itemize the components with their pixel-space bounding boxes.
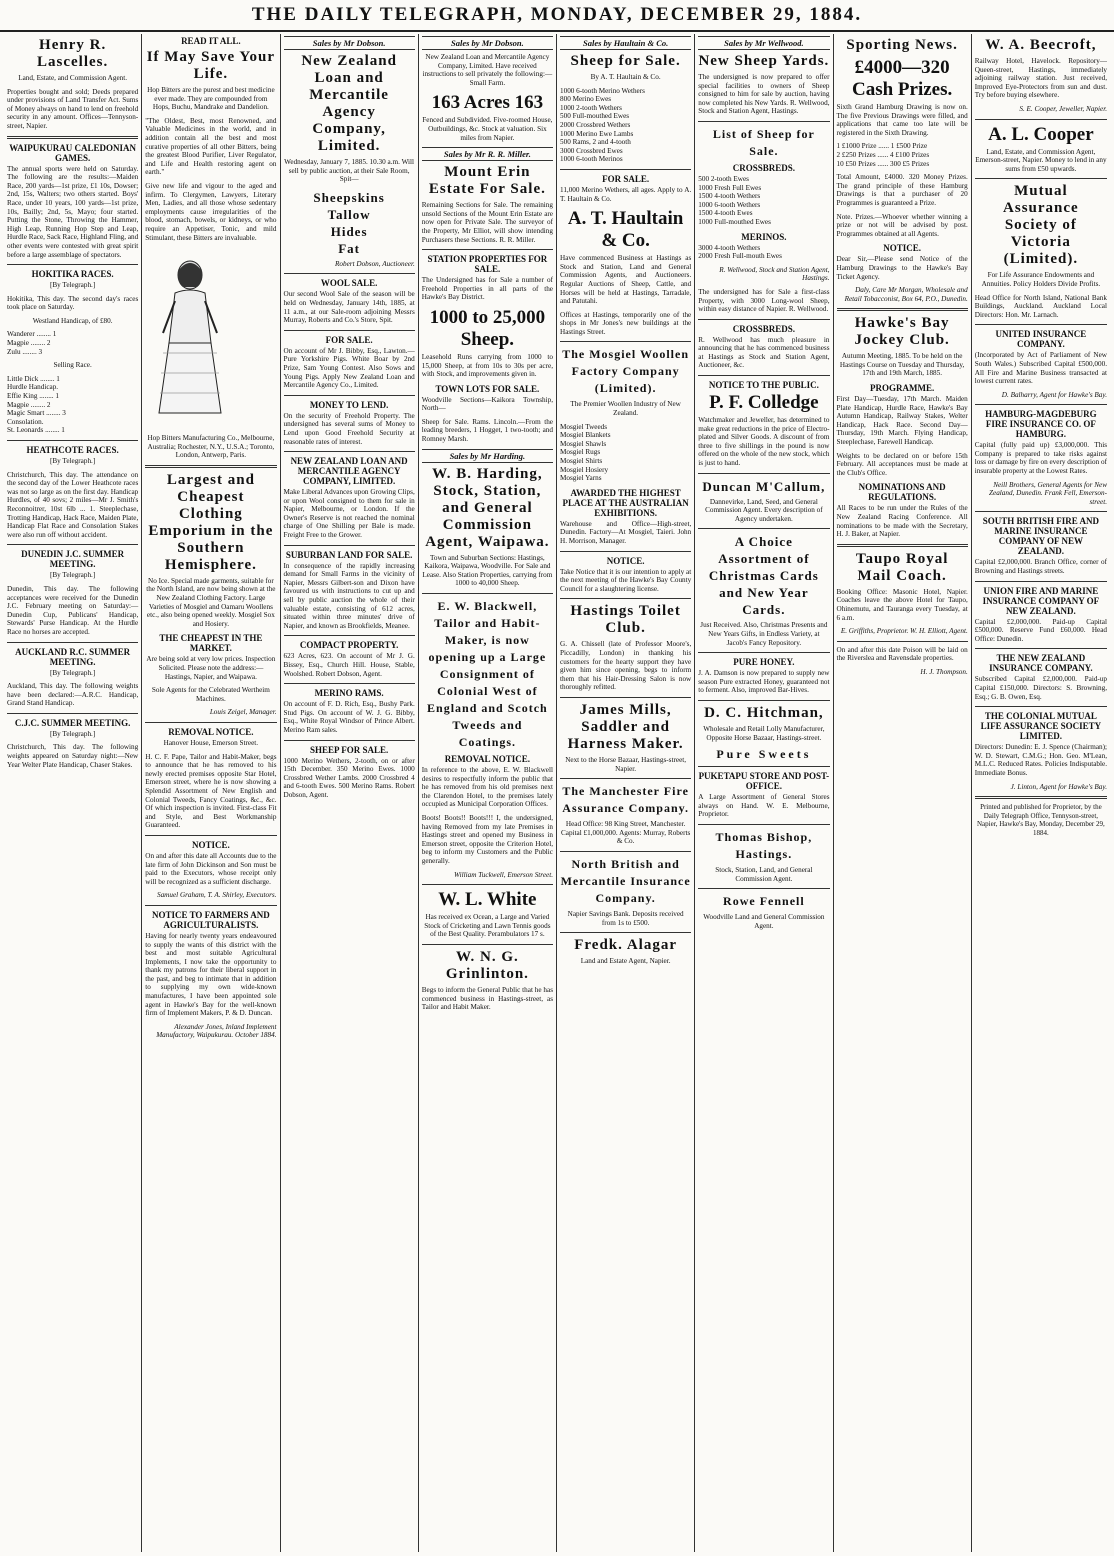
advert-headline: Duncan M'Callum, (702, 478, 826, 494)
advert-headline: W. N. G. Grinlinton. (445, 948, 529, 982)
advert-headline: W. B. Harding, Stock, Station, and General Commission Agent, Waipawa. (425, 465, 550, 550)
advert-body: Are being sold at very low prices. Inspection Solicited. Please note the address:—Hastings, Napier, and Waipawa. (146, 655, 276, 681)
advert-heading: THE COLONIAL MUTUAL LIFE ASSURANCE SOCIETY LIMITED. (980, 711, 1102, 742)
advert-headline: D. C. Hitchman, (704, 704, 824, 721)
advert-heading: CROSSBREDS. (732, 323, 796, 334)
stock-list: 3000 4-tooth Wethers 2000 Fresh Full-mouth Ewes (698, 243, 782, 261)
advert-body: Directors: Dunedin: E. J. Spence (Chairman); W. D. Stewart, C.M.G.; Hon. Geo. M'Lean, M.L.C. Reduced Rates. Policies Indisputable. Immediate Bonus. (974, 743, 1107, 777)
advert-heading: PUKETAPU STORE AND POST-OFFICE. (698, 771, 830, 792)
list-heading: MERINOS. (741, 231, 787, 242)
advert-headline: 163 Acres 163 (431, 92, 544, 114)
advert-body: Capital £2,000,000. Paid-up Capital £500,000. Reserve Fund £60,000. Head Office: Dunedin. (974, 617, 1107, 643)
masthead (0, 0, 1114, 32)
section-header: Sales by Mr Dobson. (284, 36, 415, 50)
advert-body: For Life Assurance Endowments and Annuities. Policy Holders Divide Profits. (981, 271, 1101, 288)
advert-body: Wednesday, January 7, 1885. 10.30 a.m. Will sell by public auction, at their Sale Room, Spit— (284, 158, 415, 184)
advert-body: Dannevirke, Land, Seed, and General Commission Agent. Every description of Agency undertaken. (705, 497, 823, 523)
advert-headline: 1000 to 25,000 Sheep. (429, 306, 546, 350)
advert-subheading: Land, Estate, and Commission Agent. (18, 74, 128, 82)
advert-body: Railway Hotel, Havelock. Repository—Queen-street, Hastings, immediately adjoining railway station. Just received, Improved Eye-Protectors from sun and dust. Try before buying elsewhere. (974, 57, 1107, 100)
advert-body: Make Liberal Advances upon Growing Clips, or upon Wool consigned to them for sale in Napier, Melbourne, or London. If the Owner's Reserve is not reached the nominal charge of One Shilling per Bale is made. Freight Free to the Grower. (283, 488, 415, 540)
signature: Louis Zeigel, Manager. (209, 708, 277, 717)
advert-heading: PURE HONEY. (733, 657, 795, 668)
advert-heading: NOTICE. (606, 555, 645, 566)
advert-body: On and after this date Poison will be laid on the Riverslea and Ravensdale properties. (836, 645, 968, 663)
advert-body: Total Amount, £4000. 320 Money Prizes. The grand principle of these Hamburg Drawings is that a purchaser of 20 Programmes is guaranteed a Prize. (836, 173, 968, 207)
advert-headline: New Sheep Yards. (698, 53, 830, 69)
column-8 (972, 34, 1110, 1552)
advert-body: A Large Assortment of General Stores always on Hand. W. E. Melbourne, Proprietor. (698, 793, 830, 819)
advert-body: The Undersigned has for Sale a number of Freehold Properties in all parts of the Hawke's Bay District. (421, 276, 553, 302)
advert-headline: Largest and Cheapest Clothing Emporium in the Southern Hemisphere. (148, 471, 274, 573)
advert-heading: MERINO RAMS. (314, 688, 384, 699)
advert-body: Our second Wool Sale of the season will be held on Wednesday, January 14th, 1885, at 11 a.m., at our Sale-room adjoining Messrs Murray, Roberts and Co.'s Store, Spit. (283, 290, 415, 325)
list-heading: CROSSBREDS. (732, 162, 796, 173)
article-body: Hokitika, This day. The second day's races took place on Saturday. (7, 294, 139, 312)
advert-body: On account of F. D. Rich, Esq., Bushy Park. Stud Pigs. On account of W. J. G. Bibby, Esq., White Royal Windsor of Prince Albert. Merino Ram sales. (283, 700, 415, 734)
advert-headline: The Manchester Fire Assurance Company. (562, 784, 689, 816)
column-3 (281, 34, 419, 1552)
woman-illustration-icon (145, 253, 235, 423)
advert-headline: North British and Mercantile Insurance Company. (560, 856, 691, 905)
advert-headline: Mutual Assurance Society of Victoria (Limited). (1003, 183, 1079, 268)
advert-headline: Hastings Toilet Club. (570, 603, 681, 637)
advert-body: Sole Agents for the Celebrated Wertheim Machines. (151, 686, 270, 703)
advert-heading: WOOL SALE. (320, 278, 378, 289)
signature: Samuel Graham, T. A. Shirley, Executors. (156, 891, 277, 900)
advert-body: Woodville Land and General Commission Agent. (703, 913, 825, 930)
page-title: THE DAILY TELEGRAPH, MONDAY, DECEMBER 29, 1884. (251, 4, 863, 25)
advert-body: Offices at Hastings, temporarily one of the shops in Mr Jones's new buildings at the Hastings Street. (560, 310, 692, 336)
columns (4, 34, 1110, 1552)
advert-body: 1000 Merino Wethers, 2-tooth, on or after 15th December. 350 Merino Ewes. 1000 Crossbred Wether Lambs. 2000 Crossbred 4 and 6-tooth Ewes. 500 Merino Rams. Robert Dobson, Agent. (283, 756, 415, 799)
advert-headline: A Choice Assortment of Christmas Cards and New Year Cards. (708, 534, 819, 618)
article-dateline: [By Telegraph.] (49, 668, 96, 677)
article-dateline: [By Telegraph.] (49, 571, 96, 580)
article-body: Auckland, This day. The following weights have been declared:—A.R.C. Handicap, Grand Stand Handicap. (7, 682, 139, 708)
signature: Robert Dobson, Auctioneer. (335, 259, 415, 268)
advert-body: R. Wellwood has much pleasure in announcing that he has commenced business at Hastings as Stock and Station Agent, Auctioneer, &c. (698, 335, 830, 370)
advert-body: Capital (fully paid up) £3,000,000. This Company is prepared to take risks against loss or damage by fire on every description of insurable property at the Lowest Rates. (974, 441, 1107, 476)
advert-body: Land, Estate, and Commission Agent, Emerson-street, Napier. Money to lend in any sums from £50 upwards. (975, 147, 1107, 173)
imprint-footer: Printed and published for Proprietor, by the Daily Telegraph Office, Tennyson-street, Napier, Hawke's Bay, Monday, December 29, 1884. (976, 803, 1105, 837)
advert-heading: SHEEP FOR SALE. (309, 744, 389, 755)
advert-body: 11,000 Merino Wethers, all ages. Apply to A. T. Haultain & Co. (560, 185, 692, 203)
advert-decorative-text: Pure Sweets (716, 747, 812, 762)
advert-heading: READ IT ALL. (181, 36, 241, 46)
advert-body: (Incorporated by Act of Parliament of New South Wales.) Subscribed Capital £500,000. All Fire and Marine Business transacted at lowest current rates. (974, 351, 1107, 386)
advert-heading: SOUTH BRITISH FIRE AND MARINE INSURANCE COMPANY OF NEW ZEALAND. (982, 516, 1100, 557)
advert-headline: A. T. Haultain & Co. (567, 208, 684, 252)
advert-body: Stock, Station, Land, and General Commission Agent. (715, 865, 813, 883)
advert-headline: List of Sheep for Sale. (712, 126, 815, 158)
advert-body: In consequence of the rapidly increasing demand for Small Farms in the vicinity of Napier, Messrs Gilbert-son and Dixon have favoured us with instructions to cut up and sell by public auction the whole of their valuable estate, consisting of 612 acres, situated within three minutes' drive of Napier, and known as Brookfields, Meanee. (283, 561, 415, 630)
advert-heading: THE CHEAPEST IN THE MARKET. (159, 633, 263, 654)
advert-body: Take Notice that it is our intention to apply at the next meeting of the Hawke's Bay County Council for a slaughtering license. (560, 567, 692, 593)
section-header: Sales by Mr Wellwood. (698, 36, 829, 50)
article-body: Christchurch, This day. The following weights appeared on Saturday night:—New Year Welter Plate Handicap, Chaser Stakes. (7, 743, 139, 769)
advert-body: "The Oldest, Best, most Renowned, and Valuable Medicines in the world, and in addition contain all the best and most curative properties of all other Bitters, being the greatest Blood Purifier, Liver Regulator, and Life and Health restoring agent on earth." (145, 116, 277, 177)
article-title: C.J.C. SUMMER MEETING. (14, 717, 131, 728)
advert-headline: Rowe Fennell (723, 894, 805, 909)
advert-heading: NOTICE. (883, 243, 921, 254)
section-header: Sales by Haultain & Co. (560, 36, 691, 50)
advert-headline: James Mills, Saddler and Harness Maker. (567, 701, 684, 752)
advert-body: On and after this date all Accounts due to the late firm of John Dickinson and Son must be paid to the Executors, whose receipt only will be recognized as a sufficient discharge. (145, 851, 277, 886)
advert-body: Warehouse and Office—High-street, Dunedin. Factory—At Mosgiel, Taieri. John H. Morrison, Manager. (560, 519, 692, 545)
advert-body: In reference to the above, E. W. Blackwell desires to respectfully inform the public that he has removed from his old premises next the Clarendon Hotel, to the premises lately occupied as Municipal Corporation Offices. (421, 766, 553, 809)
advert-body: On account of Mr J. Bibby, Esq., Lawton.—Pure Yorkshire Pigs. White Boar by 2nd Prize, Sam Young Contest. Also Sows and Young Pigs. Apply New Zealand Loan and Mercantile Agency Co., Limited. (283, 346, 415, 390)
signature: S. E. Cooper, Jeweller, Napier. (1019, 104, 1107, 113)
advert-heading: FOR SALE. (602, 173, 650, 184)
advert-headline: Thomas Bishop, Hastings. (715, 829, 813, 861)
advert-body: Just Received. Also, Christmas Presents and New Years Gifts, in Endless Variety, at Jacob's Fancy Repository. (700, 621, 828, 647)
advert-heading: NOTICE. (191, 839, 230, 850)
signature: R. Wellwood, Stock and Station Agent, Hastings. (719, 265, 830, 283)
advert-body: Remaining Sections for Sale. The remaining unsold Sections of the Mount Erin Estate are now open for Private Sale. The surveyor of the Property, Mr Elliot, will show intending Purchasers these Sections. R. R. Miller. (421, 201, 553, 244)
advert-heading: FOR SALE. (325, 334, 373, 345)
advert-body: Hop Bitters Manufacturing Co., Melbourne, Australia; Rochester, N.Y., U.S.A.; Toronto, London, Antwerp, Paris. (147, 434, 275, 460)
advert-body: Autumn Meeting, 1885. To be held on the Hastings Course on Tuesday and Thursday, 17th and 19th March, 1885. (839, 352, 965, 378)
advert-body: Head Office for North Island, National Bank Buildings, Auckland. Auckland Local Directors: Hon. Mr. Larnach. (974, 293, 1107, 319)
advert-body: Sixth Grand Hamburg Drawing is now on. The five Previous Drawings were filled, and applications that came too late will be registered in the Sixth Drawing. (836, 103, 968, 137)
signature: Daly, Care Mr Morgan, Wholesale and Retail Tobacconist, Box 64, P.O., Dunedin. (844, 286, 968, 303)
advert-body: Woodville Sections—Kaikora Township, North— (421, 395, 553, 413)
advert-body: By A. T. Haultain & Co. (590, 73, 661, 81)
advert-heading: REMOVAL NOTICE. (168, 727, 254, 737)
advert-body: Booking Office: Masonic Hotel, Napier. Coaches leave the above Hotel for Taupo, Ohinemutu, and Tauranga every Tuesday, at 6 a.m. (836, 587, 968, 622)
advert-body: 623 Acres, 623. On account of Mr J. G. Bissey, Esq., Church Hill. House, Stable, Woolshed. Robert Dobson, Agent. (283, 652, 415, 678)
product-list: Sheepskins Tallow Hides Fat (313, 189, 385, 256)
advert-headline: If May Save Your Life. (146, 49, 276, 82)
column-7 (834, 34, 972, 1552)
column-6 (695, 34, 833, 1552)
advert-heading: UNION FIRE AND MARINE INSURANCE COMPANY OF NEW ZEALAND. (982, 585, 1100, 616)
signature: D. Balharry, Agent for Hawke's Bay. (1001, 390, 1107, 399)
advert-body: Leasehold Runs carrying from 1000 to 15,000 Sheep, at from 10s to 30s per acre, with Stock, and improvements given in. (421, 352, 553, 379)
advert-body: Head Office: 98 King Street, Manchester. Capital £1,000,000. Agents: Murray, Roberts & Co. (560, 820, 691, 846)
advert-body: Fenced and Subdivided. Five-roomed House, Outbuildings, &c. Stock at valuation. Six miles from Napier. (422, 116, 553, 142)
article-dateline: [By Telegraph.] (49, 281, 96, 290)
advert-headline: Sheep for Sale. (570, 53, 681, 69)
advert-heading: TOWN LOTS FOR SALE. (435, 383, 540, 394)
advert-headline: Taupo Royal Mail Coach. (855, 550, 949, 584)
advert-body: Dear Sir,—Please send Notice of the Hamburg Drawings to the Hawke's Bay Ticket Agency. (836, 255, 968, 281)
advert-heading: HAMBURG-MAGDEBURG FIRE INSURANCE CO. OF HAMBURG. (985, 409, 1097, 440)
advert-headline: £4000—320 Cash Prizes. (851, 57, 953, 100)
advert-body: The undersigned is now prepared to offer special facilities to owners of Sheep consigned to him for sale by auction, having now completed his New Yards. R. Wellwood, Stock and Station Agent, Hastings. (698, 73, 830, 116)
article-title: AUCKLAND R.C. SUMMER MEETING. (15, 646, 131, 667)
advert-heading: SUBURBAN LAND FOR SALE. (285, 549, 413, 560)
signature: J. Linton, Agent for Hawke's Bay. (1010, 782, 1107, 791)
advert-body: Begs to inform the General Public that he has commenced business in Hastings-street, as Tailor and Habit Maker. (421, 985, 553, 1012)
advert-body: Give new life and vigour to the aged and infirm. To Clergymen, Lawyers, Literary Men, Ladies, and all those whose sedentary employments cause irregularities of the blood, stomach, bowels, or kidneys, or who require an Appetiser, Tonic, and mild Stimulant, these Bitters are invaluable. (145, 181, 277, 242)
article-dateline: [By Telegraph.] (49, 457, 96, 465)
advert-body: First Day—Tuesday, 17th March. Maiden Plate Handicap, Hurdle Race, Hawke's Bay Autumn Handicap, Railway Stakes, Welter Handicap, Hack Race. Second Day—Thursday, 19th March. Flying Handicap, Steeplechase, Farewell Handicap. (836, 395, 968, 447)
advert-headline: A. L. Cooper (988, 123, 1094, 145)
advert-body: Subscribed Capital £2,000,000. Paid-up Capital £150,000. Directors: S. Browning, Esq.; G. B. Owen, Esq. (974, 675, 1107, 701)
advert-heading: NOTICE TO FARMERS AND AGRICULTURALISTS. (151, 909, 270, 930)
race-results: Little Dick ........ 1 Hurdle Handicap. Effie King ........ 1 Magpie ........ 2 Magic Smart ........ 3 Consolation. St. Leonards ........ 1 (7, 374, 66, 435)
advert-heading: Henry R. Lascelles. (37, 37, 109, 70)
column-2 (142, 34, 280, 1552)
advert-body: Note. Prizes.—Whoever whether winning a prize or not will be advised by post. Programmes obtained at all Agents. (836, 212, 968, 238)
column-5 (557, 34, 695, 1552)
advert-heading: AWARDED THE HIGHEST PLACE AT THE AUSTRALIAN EXHIBITIONS. (562, 487, 689, 518)
advert-body: Next to the Horse Bazaar, Hastings-street, Napier. (565, 755, 687, 773)
advert-heading: NEW ZEALAND LOAN AND MERCANTILE AGENCY COMPANY, LIMITED. (290, 456, 408, 487)
advert-body: Capital £2,000,000. Branch Office, corner of Browning and Hastings streets. (974, 558, 1107, 576)
advert-heading: NOTICE TO THE PUBLIC. (708, 380, 819, 391)
advert-body: No Ice. Special made garments, suitable for the North Island, are now being shown at the New Zealand Clothing Factory. Large Varieties of Mosgiel and Oamaru Woollens etc., also being opened weekly. Mosgiel Sox and Hosiery. (146, 576, 276, 628)
advert-heading: NOMINATIONS AND REGULATIONS. (858, 482, 946, 503)
stock-list: 1000 6-tooth Merino Wethers 800 Merino Ewes 1000 2-tooth Wethers 500 Full-mouthed Ewes 2000 Crossbred Wethers 1000 Merino Ewe Lambs 500 Rams, 2 and 4-tooth 3000 Crossbred Ewes 1000 6-tooth Merinos (560, 86, 645, 164)
section-header: Sales by Mr Harding. (422, 449, 553, 463)
race-results: Wanderer ........ 1 Magpie ........ 2 Zulu ........ 3 (7, 330, 57, 356)
advert-body: J. A. Damson is now prepared to supply new season Pure extracted Honey, guaranteed not to ferment. Also, improved Bar-Hives. (698, 669, 830, 695)
advert-headline: Fredk. Alagar (574, 937, 677, 954)
advert-heading: STATION PROPERTIES FOR SALE. (427, 254, 548, 275)
column-1 (4, 34, 142, 1552)
advert-headline: Sporting News. (846, 37, 958, 53)
advert-body: New Zealand Loan and Mercantile Agency Company, Limited. Have received instructions to sell privately the following:—Small Farm. (422, 53, 553, 87)
advert-body: Has received ex Ocean, a Large and Varied Stock of Cricketing and Lawn Tennis goods of the Best Quality. Perambulators 17 s. (424, 913, 551, 939)
advert-body: Boots! Boots!! Boots!!! I, the undersigned, having Removed from my late Premises in Hastings street and opened my Business in Emerson street, opposite the Criterion Hotel, beg to inform my Customers and the Public generally. (421, 814, 553, 865)
advert-headline: Mount Erin Estate For Sale. (428, 164, 546, 198)
article-title: HOKITIKA RACES. (31, 269, 114, 280)
race-name: Selling Race. (53, 361, 92, 370)
article-body: Christchurch, This day. The attendance on the second day of the Lower Heathcote races was not so large as on the first day. Handicap Hurdles, of 40 sovs; 2 miles—Mr J. Smith's Reconnoitrer, 10st 6lb ... 1. Steeplechase, Trotting Handicap, Hack Race, Maiden Plate, Handicap Flat Race and Consolation Stakes were also run off without accident. (7, 470, 139, 539)
advert-body: All Races to be run under the Rules of the New Zealand Racing Conference. All nominations to be made with the Secretary, H. J. Baker, at Napier. (836, 504, 968, 539)
advert-headline: Hawke's Bay Jockey Club. (854, 315, 950, 349)
signature: Neill Brothers, General Agents for New Zealand, Dunedin. Frank Fell, Emerson-street. (989, 480, 1107, 506)
advert-subheading: Hanover House, Emerson Street. (163, 739, 259, 747)
advert-body: Weights to be declared on or before 15th February. All acceptances must be made at the Club's Office. (836, 451, 968, 477)
advert-subheading: The Premier Woollen Industry of New Zealand. (570, 400, 681, 418)
signature: William Tuckwell, Emerson Street. (454, 870, 553, 879)
advert-heading: UNITED INSURANCE COMPANY. (995, 329, 1087, 350)
product-list: Mosgiel Tweeds Mosgiel Blankets Mosgiel Shawls Mosgiel Rugs Mosgiel Shirts Mosgiel Hosiery Mosgiel Yarns (560, 422, 611, 483)
signature: E. Griffiths, Proprietor. W. H. Elliott, Agent. (840, 627, 968, 636)
advert-body: Have commenced Business at Hastings as Stock and Station, Land and General Commission Agents, and Auctioneers. Regular Auctions of Sheep, Cattle, and Horses will be held at Hastings, Tarradale, and Patutahi. (560, 254, 692, 306)
column-4 (419, 34, 557, 1552)
section-header: Sales by Mr Dobson. (422, 36, 553, 50)
advert-heading: MONEY TO LEND. (309, 399, 389, 410)
article-title: DUNEDIN J.C. SUMMER MEETING. (21, 549, 125, 570)
advert-headline: New Zealand Loan and Mercantile Agency Company, Limited. (301, 53, 397, 154)
advert-headline: The Mosgiel Woollen Factory Company (Limited). (562, 347, 690, 396)
advert-body: Having for nearly twenty years endeavoured to supply the wants of this district with the best and most suitable Agricultural Implements, I now take the opportunity to thank my patrons for their liberal support in the past, and beg to intimate that in addition to supplying my own wide-known manufactures, I have been appointed sole agent in Hawke's Bay for the well-known firm of Implement Makers, P. & D. Duncan. (145, 931, 277, 1018)
advert-body: The undersigned has for Sale a first-class Property, with 3000 Long-wool Sheep, within easy distance of Napier. R. Wellwood. (698, 287, 830, 314)
article-body: The annual sports were held on Saturday. The following are the results:—Maiden Race, 200 yards—1st prize, £1 10s, Dowser; 2nd, 15s, Walters; two others started. Boys' Race, under 10 years, 100 yards—1st prize, 10s, Bailly; 2nd, 5s, Mayo; four started. Putting the Stone, Throwing the Hammer, High Leap, Running Hop Step and Leap, Hurdle Race, Sack Race, Highland Fling, and other events were contested with great spirit before a large assemblage of spectators. (7, 164, 139, 259)
prize-list: 1 £1000 Prize ...... 1 £500 Prize 2 £250 Prizes ...... 4 £100 Prizes 10 £50 Prizes ...... 300 £5 Prizes (836, 142, 930, 168)
advert-headline: P. F. Colledge (709, 392, 819, 414)
stock-list: 500 2-tooth Ewes 1000 Fresh Full Ewes 1500 4-tooth Wethers 1000 6-tooth Wethers 1500 4-tooth Ewes 1000 Full-mouthed Ewes (698, 174, 771, 226)
advert-headline: W. A. Beecroft, (985, 37, 1097, 53)
article-title: HEATHCOTE RACES. (26, 445, 119, 455)
article-body: Dunedin, This day. The following acceptances were received for the Dunedin J.C. February meeting on Saturday:—Dunedin Cup, Publicans' Handicap, Stewards' Purse Handicap. At the Hurdle Race no horses are accepted. (7, 584, 139, 636)
advert-body: Wholesale and Retail Lolly Manufacturer, Opposite Horse Bazaar, Hastings-street. (703, 724, 825, 742)
advert-body: Watchmaker and Jeweller, has determined to make great reductions in the price of Electro-plated and Silver Goods. A discount of from three to five shillings in the pound is now offered on the whole of the new stock, which is just to hand. (698, 416, 830, 468)
advert-body: H. C. F. Pape, Tailor and Habit-Maker, begs to announce that he has removed to his newly erected premises opposite Star Hotel, Emerson street, where he is now showing a Splendid Assortment of New English and Colonial Tweeds, Fancy Coatings, &c., &c. Of which inspection is invited. First-class Fit and Style, and Best Workmanship Guaranteed. (145, 752, 277, 830)
advert-headline: E. W. Blackwell, Tailor and Habit-Maker, is now opening up a Large Consignment of Colonial West of England and Scotch Tweeds and Coatings. (427, 599, 548, 750)
advert-body: G. A. Chissell (late of Professor Moore's, Piccadilly, London) in thanking his customers for the hearty support they have given him since opening, begs to inform them that his Hair-Dressing Salon is now thoroughly refitted. (560, 640, 692, 692)
advert-headline: W. L. White (438, 889, 537, 911)
advert-body: Properties bought and sold; Deeds prepared under provisions of Land Transfer Act. Sums of Money always on hand to lend on freehold security in any amount. Offices—Tennyson-street, Napier. (7, 87, 139, 130)
advert-heading: REMOVAL NOTICE. (444, 754, 531, 765)
article-title: WAIPUKURAU CALEDONIAN GAMES. (9, 142, 136, 163)
advert-subheading: Hop Bitters are the purest and best medicine ever made. They are compounded from Hops, Buchu, Mandrake and Dandelion. (147, 86, 275, 112)
advert-body: Sheep for Sale. Rams. Lincoln.—From the leading breeders, 1 Hogget, 1 two-tooth; and Romney Marsh. (421, 417, 553, 444)
advert-body: Land and Estate Agent, Napier. (580, 957, 671, 966)
advert-body: Napier Savings Bank. Deposits received from 1s to £500. (567, 909, 684, 927)
signature: H. J. Thompson. (920, 667, 968, 676)
signature: Alexander Jones, Inland Implement Manufactory, Waipukurau. October 1884. (156, 1022, 277, 1040)
advert-heading: PROGRAMME. (870, 383, 935, 394)
advert-body: On the security of Freehold Property. The undersigned has several sums of Money to Lend upon Good Freehold Security at reasonable rates of interest. (283, 411, 415, 446)
race-name: Westland Handicap, of £80. (32, 316, 113, 325)
advert-body: Town and Suburban Sections: Hastings, Kaikora, Waipawa, Woodville. For Sale and Lease. Also Station Properties, carrying from 1000 to 40,000 Sheep. (422, 553, 553, 588)
advert-heading: COMPACT PROPERTY. (299, 640, 399, 651)
article-dateline: [By Telegraph.] (49, 729, 96, 738)
advert-heading: THE NEW ZEALAND INSURANCE COMPANY. (989, 653, 1093, 674)
section-header: Sales by Mr R. R. Miller. (422, 147, 553, 161)
